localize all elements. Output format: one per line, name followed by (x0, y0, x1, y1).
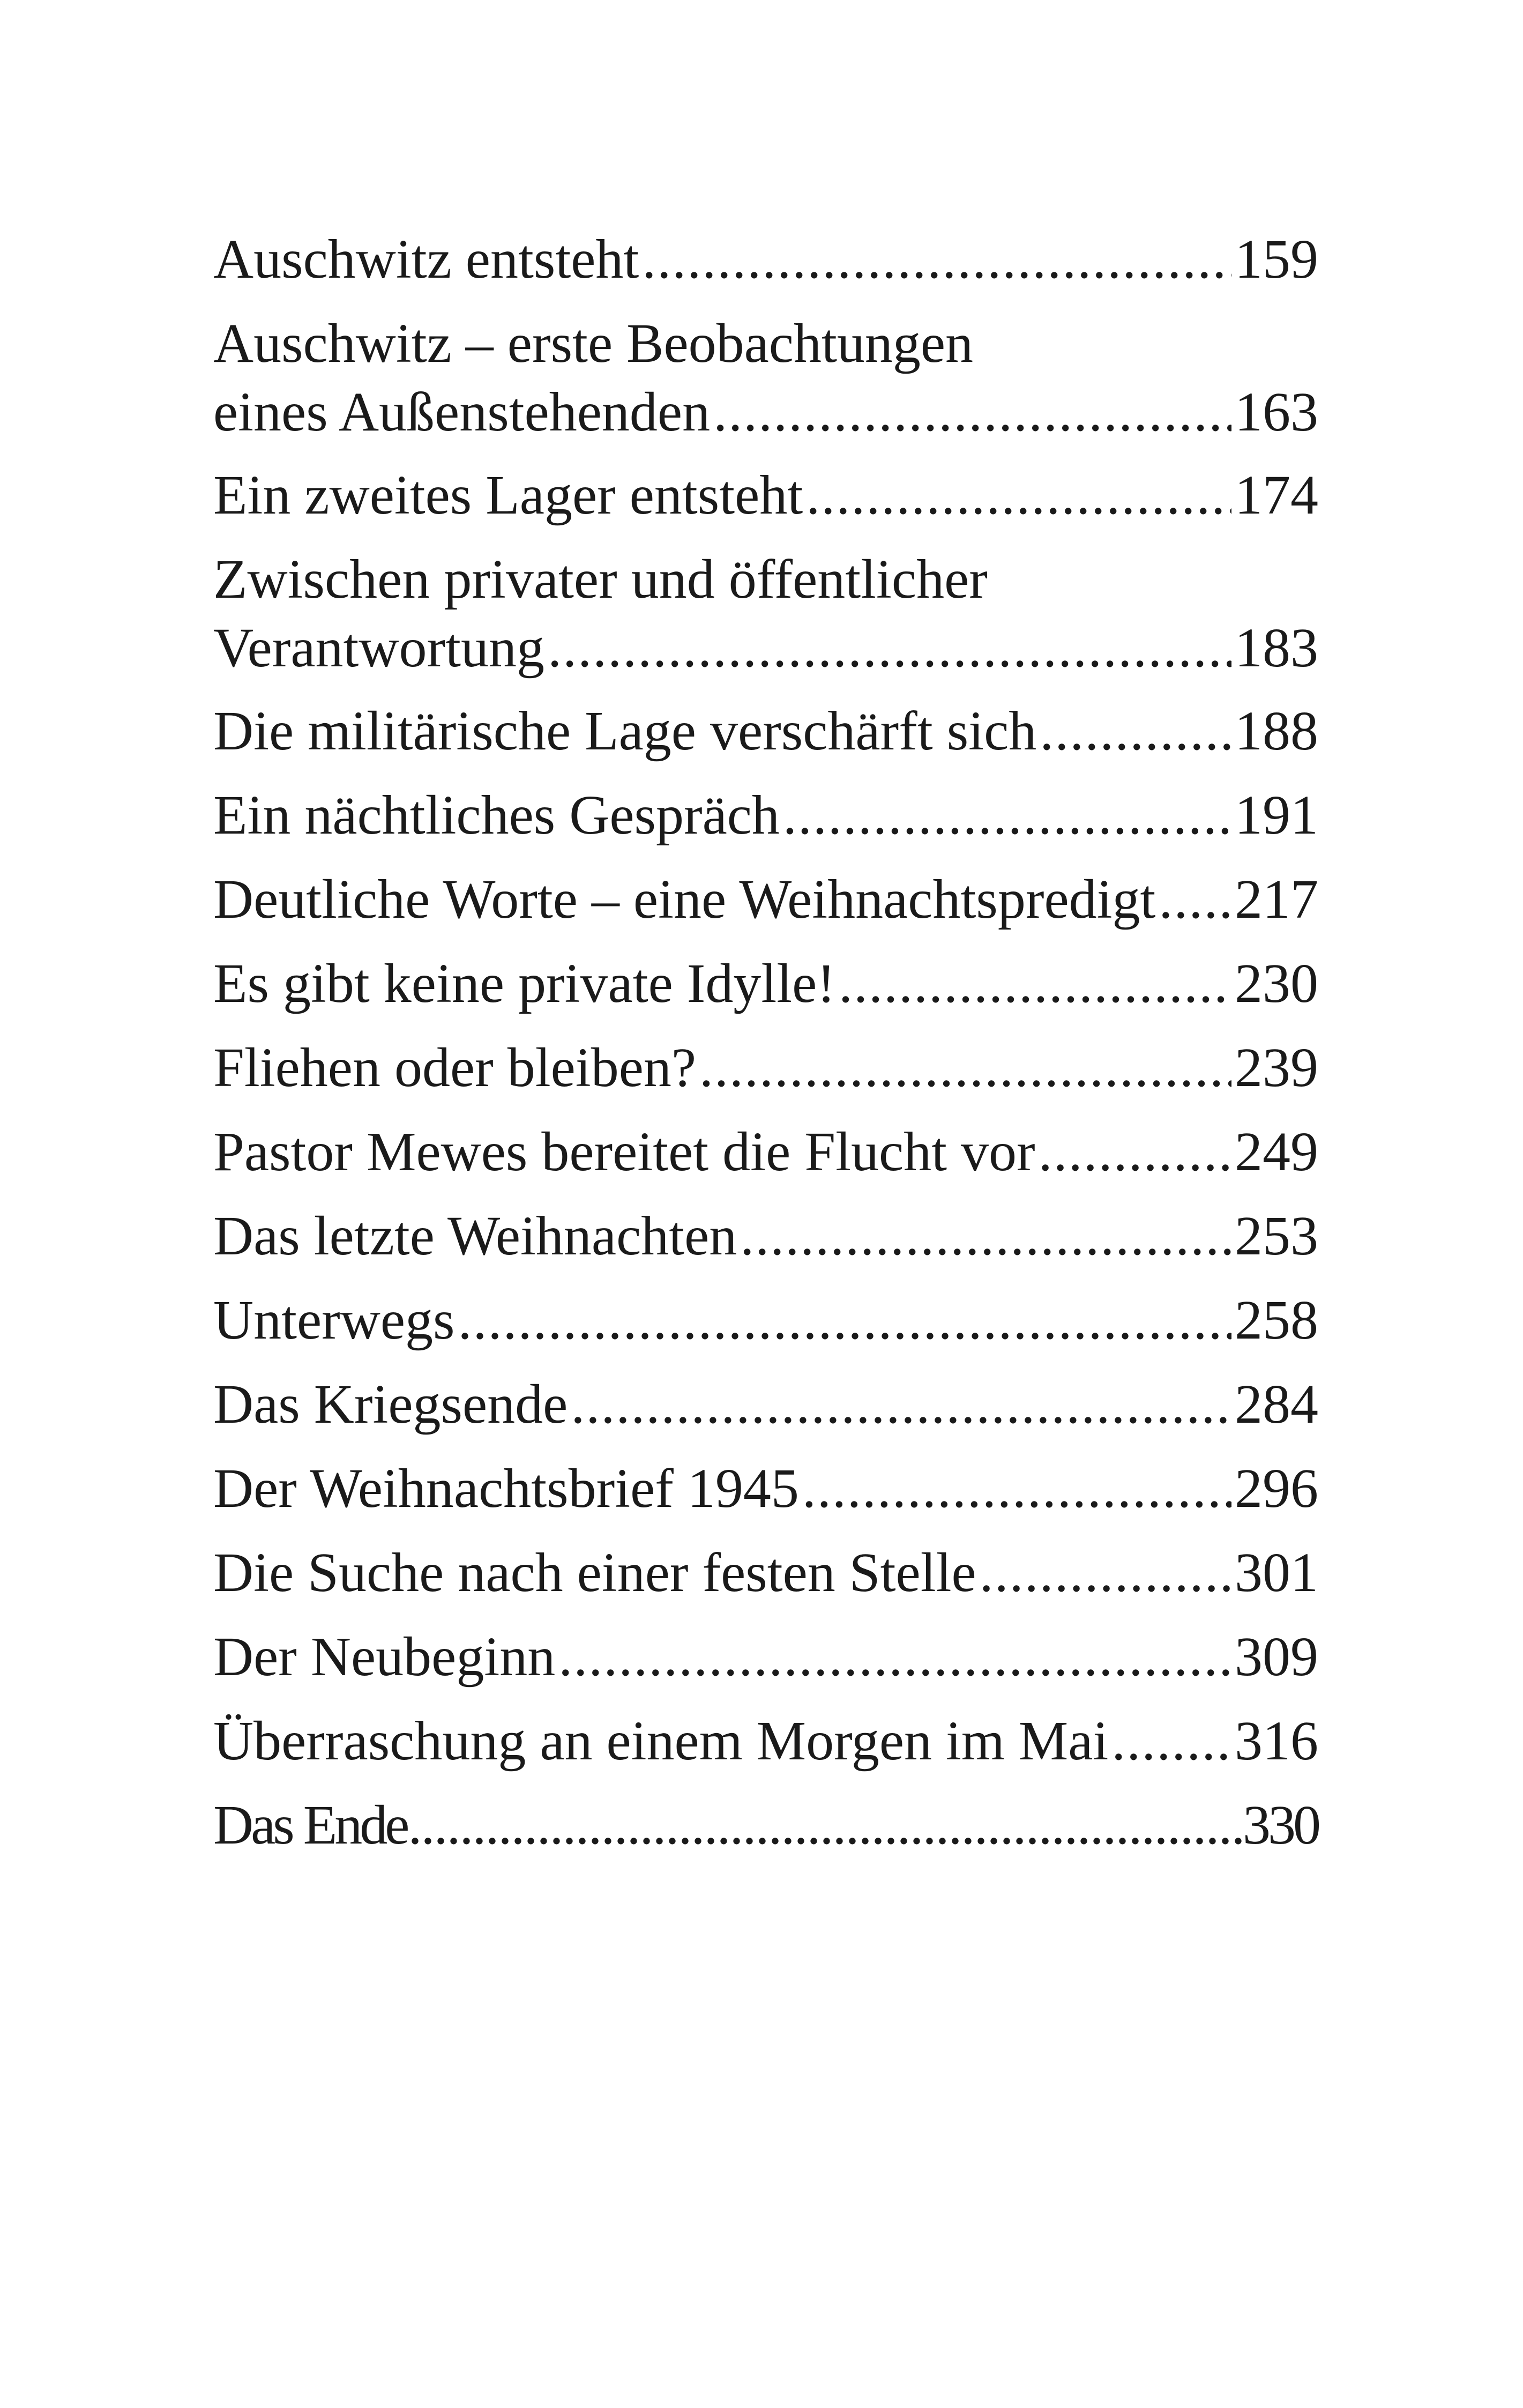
toc-entry[interactable] (213, 1707, 1318, 1775)
toc-entry-title: Der Neubeginn (213, 1626, 556, 1688)
toc-entry[interactable] (213, 865, 1318, 934)
toc-entry[interactable] (213, 1202, 1318, 1270)
dot-leader (1111, 1707, 1231, 1775)
toc-entry-page: 330 (1243, 1794, 1318, 1856)
dot-leader (1039, 1118, 1231, 1186)
toc-entry-page: 191 (1235, 784, 1318, 846)
dot-leader (802, 1454, 1231, 1523)
toc-entry-title: Überraschung an einem Morgen im Mai (213, 1710, 1109, 1772)
toc-entry-title: Das letzte Weihnachten (213, 1205, 737, 1267)
toc-entry-page: 159 (1235, 228, 1318, 290)
toc-entry-title: eines Außenstehenden (213, 381, 711, 443)
toc-entry[interactable] (213, 1791, 1318, 1860)
toc-entry-page: 316 (1235, 1710, 1318, 1772)
toc-entry-title: Verantwortung (213, 617, 545, 679)
toc-entry-page: 284 (1235, 1373, 1318, 1435)
toc-entry-title-line1: Zwischen privater und öffentlicher (213, 548, 988, 610)
toc-entry-title-line1: Auschwitz – erste Beobachtungen (213, 313, 974, 374)
toc-entry-page: 253 (1235, 1205, 1318, 1267)
dot-leader (1159, 865, 1231, 934)
toc-entry[interactable] (213, 1623, 1318, 1691)
toc-entry[interactable] (213, 949, 1318, 1018)
toc-entry-page: 239 (1235, 1037, 1318, 1098)
toc-entry-page: 249 (1235, 1121, 1318, 1183)
toc-entry-title: Fliehen oder bleiben? (213, 1037, 697, 1098)
dot-leader (571, 1370, 1231, 1439)
toc-entry-title: Das Ende (213, 1794, 407, 1856)
dot-leader (783, 781, 1231, 850)
dot-leader (740, 1202, 1231, 1270)
toc-entry-title: Die Suche nach einer festen Stelle (213, 1542, 976, 1603)
dot-leader (839, 949, 1231, 1018)
dot-leader (713, 378, 1231, 447)
toc-entry-title: Deutliche Worte – eine Weihnachtspredigt (213, 868, 1156, 930)
toc-entry-page: 183 (1235, 617, 1318, 679)
dot-leader (408, 1791, 1242, 1860)
toc-entry-page: 258 (1235, 1289, 1318, 1351)
dot-leader (558, 1623, 1231, 1691)
toc-entry[interactable] (213, 1370, 1318, 1439)
toc-entry-page: 301 (1235, 1542, 1318, 1603)
toc-entry[interactable] (213, 225, 1318, 294)
toc-entry-title: Die militärische Lage verschärft sich (213, 700, 1037, 762)
dot-leader (642, 225, 1231, 294)
toc-entry-title: Das Kriegsende (213, 1373, 568, 1435)
dot-leader (980, 1539, 1231, 1607)
toc-entry-title: Ein nächtliches Gespräch (213, 784, 780, 846)
toc-entry[interactable] (213, 1539, 1318, 1607)
toc-entry-page: 217 (1235, 868, 1318, 930)
toc-entry-page: 188 (1235, 700, 1318, 762)
toc-entry[interactable] (213, 461, 1318, 530)
toc-entry-page: 309 (1235, 1626, 1318, 1688)
toc-entry[interactable] (213, 697, 1318, 765)
table-of-contents (213, 225, 1318, 1875)
toc-entry[interactable] (213, 545, 1318, 682)
toc-entry[interactable] (213, 1034, 1318, 1102)
toc-entry[interactable] (213, 1454, 1318, 1523)
toc-entry-page: 163 (1235, 381, 1318, 443)
dot-leader (548, 614, 1231, 682)
toc-entry[interactable] (213, 1286, 1318, 1355)
toc-entry-title: Es gibt keine private Idylle! (213, 953, 835, 1014)
toc-entry-title: Pastor Mewes bereitet die Flucht vor (213, 1121, 1035, 1183)
toc-entry-title: Der Weihnachtsbrief 1945 (213, 1458, 799, 1519)
toc-entry-page: 174 (1235, 464, 1318, 526)
toc-entry[interactable] (213, 781, 1318, 850)
dot-leader (699, 1034, 1231, 1102)
toc-entry-page: 296 (1235, 1458, 1318, 1519)
dot-leader (1040, 697, 1231, 765)
toc-entry-title: Unterwegs (213, 1289, 455, 1351)
toc-entry[interactable] (213, 1118, 1318, 1186)
toc-entry-page: 230 (1235, 953, 1318, 1014)
toc-entry-title: Ein zweites Lager entsteht (213, 464, 803, 526)
dot-leader (458, 1286, 1231, 1355)
toc-entry-title: Auschwitz entsteht (213, 228, 639, 290)
dot-leader (806, 461, 1231, 530)
toc-entry[interactable] (213, 309, 1318, 447)
